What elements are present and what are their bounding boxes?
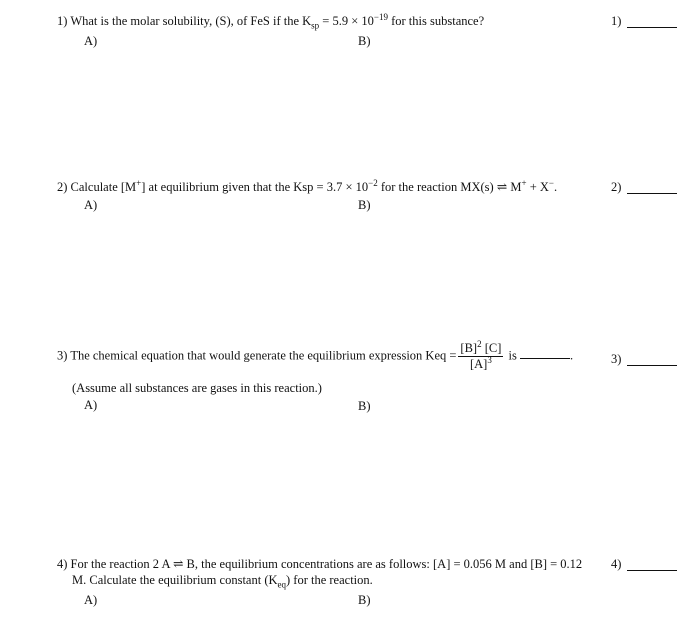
question-2-choice-b[interactable]: B) — [358, 198, 371, 212]
answer-3-number: 3) — [611, 352, 622, 366]
question-2-number: 2) — [57, 180, 68, 194]
answer-2-number: 2) — [611, 180, 622, 194]
answer-3-blank[interactable] — [627, 365, 677, 366]
question-2-choice-a[interactable]: A) — [84, 198, 98, 212]
question-3-number: 3) — [57, 348, 68, 363]
answer-2-blank[interactable] — [627, 193, 677, 194]
question-3-note: (Assume all substances are gases in this reaction.) — [72, 381, 322, 395]
question-4-choice-b[interactable]: B) — [358, 593, 371, 607]
question-4-choice-a[interactable]: A) — [84, 593, 98, 607]
question-3-text — [57, 338, 574, 372]
question-4-text — [57, 557, 582, 572]
question-2-text — [57, 177, 558, 195]
question-1-prompt: What is the molar solubility, (S), of FeS if the $K_{sp} = 5.9 \times 10^{-19}$ for this substance? — [70, 11, 485, 31]
question-4-prompt-line2: M. Calculate the equilibrium constant $(K_{eq})$ for the reaction. — [72, 573, 373, 590]
question-1-choice-a[interactable]: A) — [84, 34, 98, 48]
question-3-inline-blank[interactable] — [520, 348, 570, 359]
question-1-choice-b[interactable]: B) — [358, 34, 371, 48]
question-3-period: . — [569, 348, 574, 363]
question-3-is: is — [508, 348, 517, 363]
answer-4-number: 4) — [611, 557, 622, 571]
question-2-prompt: Calculate [M+] at equilibrium given that the Ksp = $3.7 \times 10^{-2}$ for the reaction MX(s) ⇌ M+ + X−. — [70, 177, 558, 194]
question-1-text — [57, 11, 485, 31]
answer-4-blank[interactable] — [627, 570, 677, 571]
answer-1-blank[interactable] — [627, 27, 677, 28]
keq-denominator: $[A]^3$ — [469, 354, 492, 371]
keq-fraction — [458, 338, 503, 372]
keq-numerator: $[B]^2$ [C] — [460, 338, 502, 355]
question-3-choice-b[interactable]: B) — [358, 399, 371, 413]
question-3-choice-a[interactable]: A) — [84, 398, 98, 412]
question-4-prompt-line1: For the reaction 2 A ⇌ B, the equilibrium concentrations are as follows: [A] = 0.056 M and [B] = 0.12 — [70, 557, 583, 571]
question-4-number: 4) — [57, 557, 68, 571]
question-1-number: 1) — [57, 14, 68, 28]
answer-1-number: 1) — [611, 14, 622, 28]
question-3-prompt: The chemical equation that would generate the equilibrium expression Keq = — [70, 348, 457, 363]
